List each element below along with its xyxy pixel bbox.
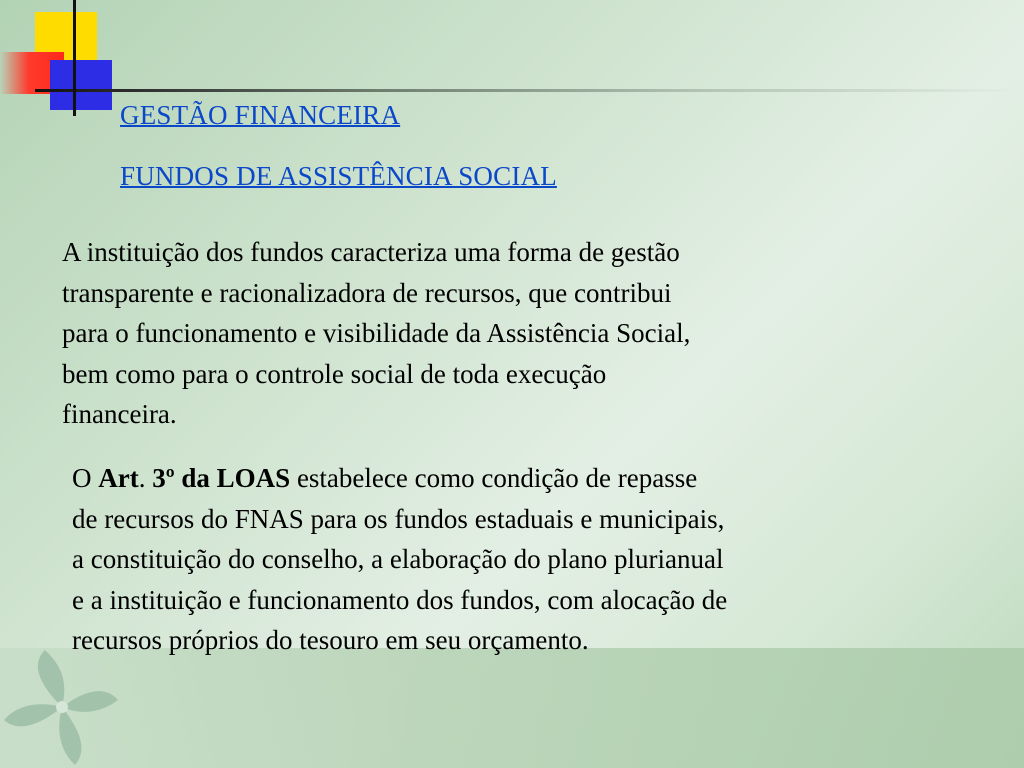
paragraph-loas-article: [72, 458, 922, 661]
paragraph-line: financeira.: [62, 399, 177, 429]
slide-subtitle: FUNDOS DE ASSISTÊNCIA SOCIAL: [120, 161, 557, 191]
blue-square: [50, 60, 112, 110]
slide-title: GESTÃO FINANCEIRA: [120, 100, 401, 130]
paragraph-line: a constituição do conselho, a elaboração do plano plurianual: [72, 544, 724, 574]
paragraph-line: [72, 458, 922, 499]
paragraph-line: bem como para o controle social de toda execução: [62, 358, 607, 389]
paragraph-line: e a instituição e funcionamento dos fundos, com alocação de: [72, 584, 728, 615]
text-run: estabelece como condição de repasse: [290, 463, 698, 493]
bold-term-loas: 3º da LOAS: [152, 463, 291, 493]
paragraph-line: transparente e racionalizadora de recursos, que contribui: [62, 277, 672, 308]
bold-term-art: Art: [98, 463, 139, 493]
paragraph-line: recursos próprios do tesouro em seu orçamento.: [72, 625, 589, 655]
paragraph-line: para o funcionamento e visibilidade da Assistência Social,: [62, 318, 691, 348]
pinwheel-logo-icon: [0, 645, 120, 768]
paragraph-line: de recursos do FNAS para os fundos estaduais e municipais,: [72, 503, 725, 534]
text-run: .: [138, 463, 153, 493]
paragraph-line: A instituição dos fundos caracteriza uma forma de gestão: [62, 237, 680, 267]
horizontal-rule: [35, 89, 1024, 92]
paragraph-fund-institution: [62, 232, 882, 435]
bottom-band: [0, 648, 1024, 768]
vertical-rule: [73, 0, 76, 116]
text-run: O: [72, 463, 99, 493]
